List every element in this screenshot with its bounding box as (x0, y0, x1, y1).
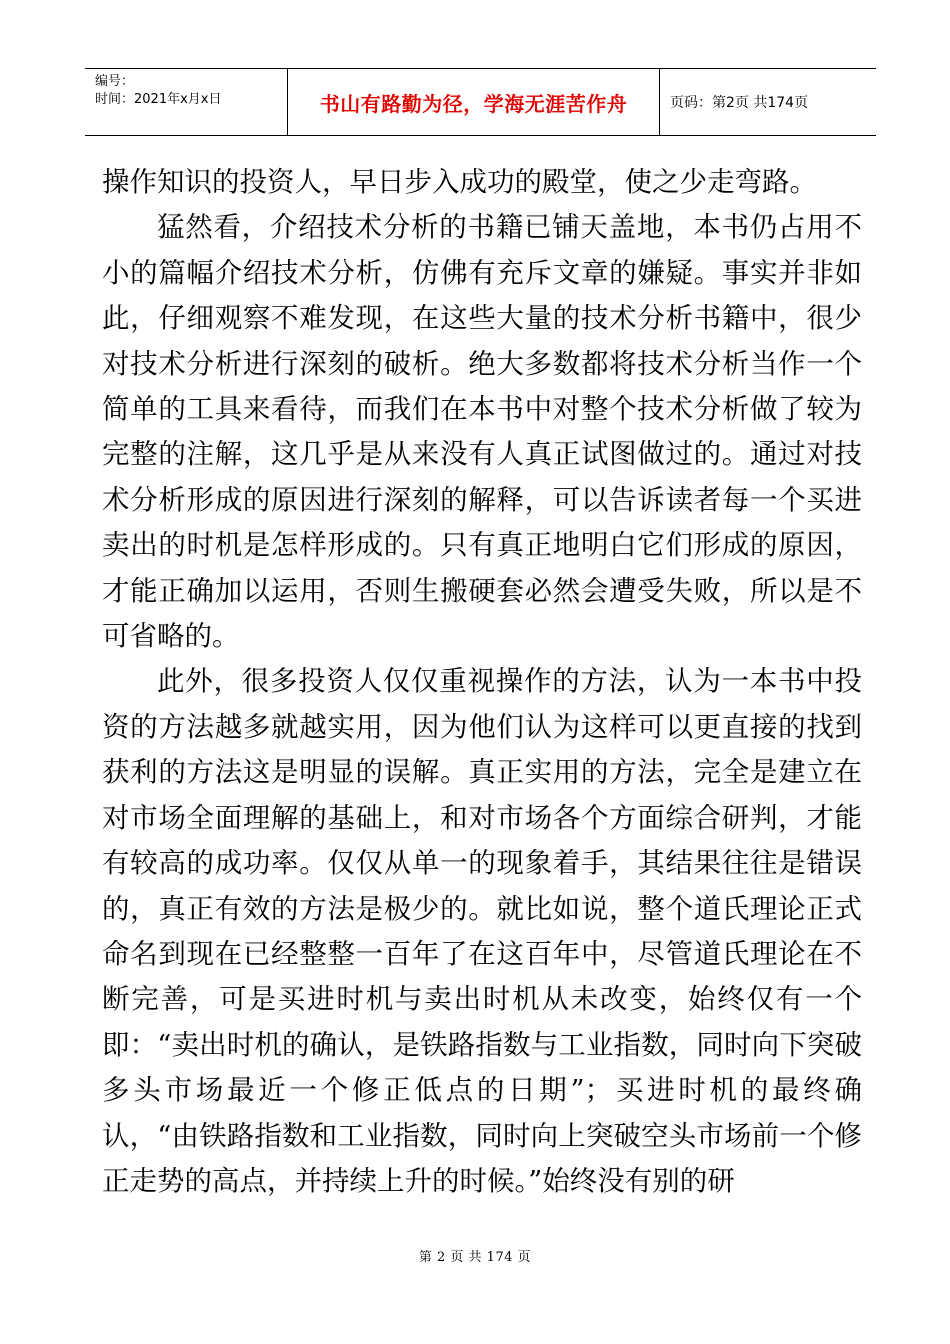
paragraph-continuation: 操作知识的投资人，早日步入成功的殿堂，使之少走弯路。 (102, 166, 817, 198)
document-number-label: 编号： (95, 74, 135, 89)
paragraph-technical-analysis: 猛然看，介绍技术分析的书籍已铺天盖地，本书仍占用不小的篇幅介绍技术分析，仿佛有充斥文章的嫌疑。事实并非如此，仔细观察不难发现，在这些大量的技术分析书籍中，很少对技术分析进行深刻的破析。绝大多数都将技术分析当作一个简单的工具来看待，而我们在本书中对整个技术分析做了较为完整的注解，这几乎是从来没有人真正试图做过的。通过对技术分析形成的原因进行深刻的解释，可以告诉读者每一个买进卖出的时机是怎样形成的。只有真正地明白它们形成的原因，才能正确加以运用，否则生搬硬套必然会遭受失败，所以是不可省略的。 (102, 211, 862, 653)
page-header (85, 68, 876, 136)
header-slogan-cell (288, 69, 660, 135)
header-slogan: 书山有路勤为径，学海无涯苦作舟 (319, 91, 628, 116)
header-meta (85, 69, 288, 135)
document-time-label: 时间：2021年x月x日 (95, 92, 222, 107)
paragraph-methods: 此外，很多投资人仅仅重视操作的方法，认为一本书中投资的方法越多就越实用，因为他们认为这样可以更直接的找到获利的方法这是明显的误解。真正实用的方法，完全是建立在对市场全面理解的基础上，和对市场各个方面综合研判，才能有较高的成功率。仅仅从单一的现象着手，其结果往往是错误的，真正有效的方法是极少的。就比如说，整个道氏理论正式命名到现在已经整整一百年了在这百年中，尽管道氏理论在不断完善，可是买进时机与卖出时机从未改变，始终仅有一个即：“卖出时机的确认，是铁路指数与工业指数，同时向下突破多头市场最近一个修正低点的日期”；买进时机的最终确认，“由铁路指数和工业指数，同时向上突破空头市场前一个修正走势的高点，并持续上升的时候。”始终没有别的研 (102, 665, 862, 1197)
header-page-label: 页码：第2页 共174页 (670, 95, 809, 111)
document-body (102, 160, 862, 1204)
page-footer: 第 2 页 共 174 页 (418, 1250, 532, 1265)
header-page-cell (660, 69, 876, 135)
